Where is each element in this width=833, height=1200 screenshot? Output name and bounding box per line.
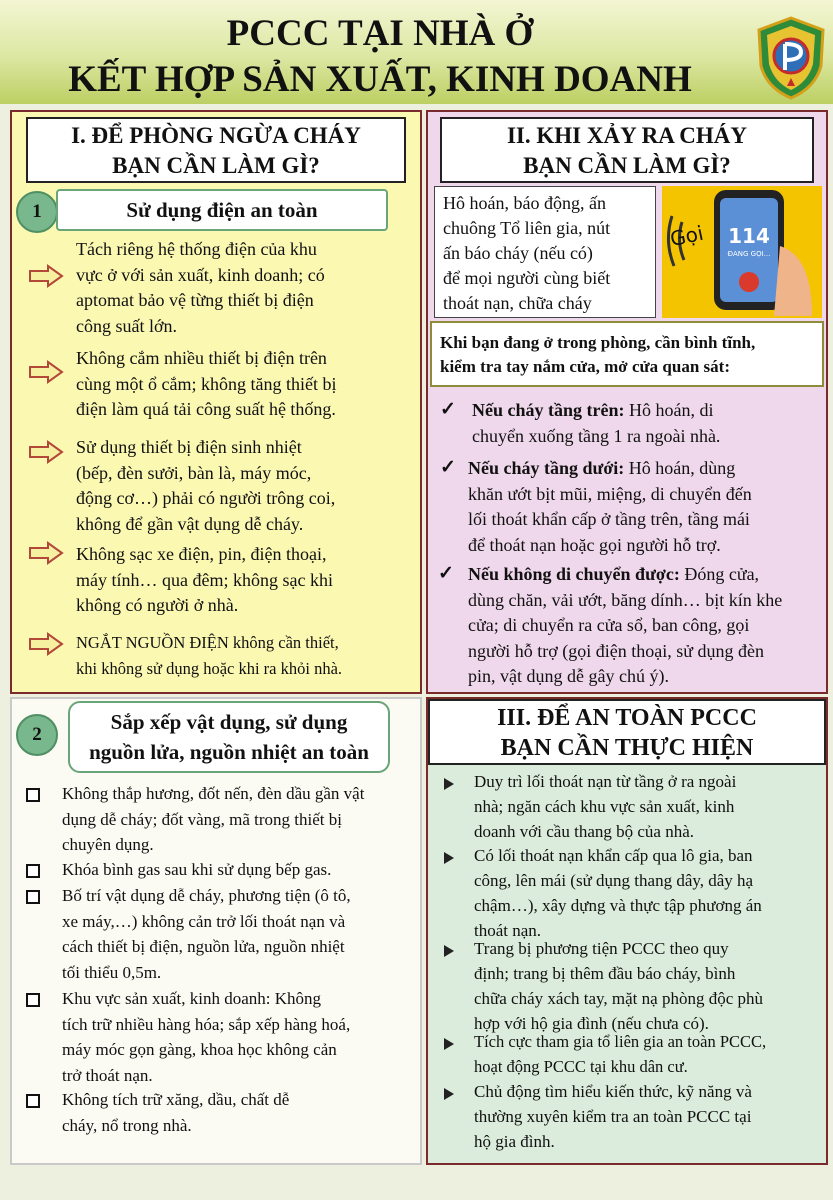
group-2-item-3: Bố trí vật dụng dễ cháy, phương tiện (ô tô, xe máy,…) không cản trở lối thoát nạn và cách thiết bị điện, nguồn lửa, nguồn nhiệt tối thiểu 0,5m.	[62, 886, 351, 982]
section-3-title-line-2: BẠN CẦN THỰC HIỆN	[500, 735, 754, 761]
safety-item-2: Có lối thoát nạn khẩn cấp qua lô gia, ban công, lên mái (sử dụng thang dây, dây hạ chậm…), xây dựng và thực tập phương án thoát nạn.	[474, 846, 762, 940]
triangle-bullet-icon	[444, 852, 454, 864]
section-2-title-line-1: II. KHI XẢY RA CHÁY	[506, 123, 748, 148]
section-3-title	[428, 699, 826, 765]
call-status: ĐANG GỌI...	[727, 250, 771, 258]
section-1-title-line-1: I. ĐỂ PHÒNG NGỪA CHÁY	[71, 123, 361, 148]
group-2-title-line-1: Sắp xếp vật dụng, sử dụng	[110, 710, 348, 734]
arrow-right-icon	[28, 440, 64, 464]
room-notice: Khi bạn đang ở trong phòng, cần bình tĩnh, kiểm tra tay nắm cửa, mở cửa quan sát:	[430, 321, 824, 387]
emergency-number: 114	[728, 224, 770, 248]
group-2-item-1: Không thắp hương, đốt nến, đèn dầu gần vật dụng dễ cháy; đốt vàng, mã trong thiết bị chuyên dụng.	[62, 784, 365, 854]
title-line-1: PCCC TẠI NHÀ Ở	[226, 13, 534, 54]
group-1-item-3: Sử dụng thiết bị điện sinh nhiệt (bếp, đèn sưởi, bàn là, máy móc, động cơ…) phải có người trông coi, không để gần vật dụng dễ cháy.	[76, 437, 336, 534]
triangle-bullet-icon	[444, 778, 454, 790]
arrow-right-icon	[28, 541, 64, 565]
arrow-right-icon	[28, 360, 64, 384]
safety-item-4: Tích cực tham gia tổ liên gia an toàn PCCC, hoạt động PCCC tại khu dân cư.	[474, 1032, 767, 1076]
checkbox-icon	[26, 890, 40, 904]
safety-item-5: Chủ động tìm hiểu kiến thức, kỹ năng và thường xuyên kiểm tra an toàn PCCC tại hộ gia đình.	[474, 1082, 752, 1151]
triangle-bullet-icon	[444, 1038, 454, 1050]
check-icon: ✓	[440, 457, 456, 478]
section-1-title-line-2: BẠN CẦN LÀM GÌ?	[112, 153, 320, 178]
group-2-item-5: Không tích trữ xăng, dầu, chất dễ cháy, nổ trong nhà.	[62, 1090, 290, 1135]
group-2-item-4: Khu vực sản xuất, kinh doanh: Không tích trữ nhiều hàng hóa; sắp xếp hàng hoá, máy móc gọn gàng, khoa học không cản trở thoát nạn.	[62, 989, 351, 1085]
group-2-number: 2	[16, 714, 58, 756]
checkbox-icon	[26, 993, 40, 1007]
triangle-bullet-icon	[444, 1088, 454, 1100]
checkbox-icon	[26, 864, 40, 878]
group-1-number: 1	[16, 191, 58, 233]
check-icon: ✓	[440, 399, 456, 420]
checkbox-icon	[26, 1094, 40, 1108]
checkbox-icon	[26, 788, 40, 802]
title-line-2: KẾT HỢP SẢN XUẤT, KINH DOANH	[68, 59, 692, 100]
group-1-title: Sử dụng điện an toàn	[56, 189, 388, 231]
header-banner	[0, 0, 833, 104]
check-item-3: Nếu không di chuyển được: Đóng cửa, dùng chăn, vải ướt, băng dính… bịt kín khe cửa; di chuyển ra cửa sổ, ban công, gọi người hỗ trợ (gọi điện thoại, sử dụng đèn pin, vật dụng dễ gây chú ý).	[468, 564, 783, 686]
group-2-title	[68, 701, 390, 773]
group-1-item-1: Tách riêng hệ thống điện của khu vực ở với sản xuất, kinh doanh; có aptomat bảo vệ từng thiết bị điện công suất lớn.	[76, 239, 325, 336]
group-1-item-2: Không cắm nhiều thiết bị điện trên cùng một ổ cắm; không tăng thiết bị điện làm quá tải công suất hệ thống.	[76, 348, 337, 419]
arrow-right-icon	[28, 264, 64, 288]
safety-item-3: Trang bị phương tiện PCCC theo quy định; trang bị thêm đầu báo cháy, bình chữa cháy xách tay, mặt nạ phòng độc phù hợp với hộ gia đình (nếu chưa có).	[474, 939, 763, 1033]
section-3-title-line-1: III. ĐỂ AN TOÀN PCCC	[497, 705, 757, 731]
check-item-1: Nếu cháy tầng trên: Hô hoán, di chuyển xuống tầng 1 ra ngoài nhà.	[472, 400, 721, 446]
call-label: Gọi	[667, 220, 706, 252]
group-2-title-line-2: nguồn lửa, nguồn nhiệt an toàn	[89, 740, 369, 764]
group-1-item-4: Không sạc xe điện, pin, điện thoại, máy tính… qua đêm; không sạc khi không có người ở nhà.	[76, 544, 333, 615]
section-1-title	[26, 117, 406, 183]
police-fire-shield-icon	[755, 16, 827, 100]
check-item-2: Nếu cháy tầng dưới: Hô hoán, dùng khăn ướt bịt mũi, miệng, di chuyển đến lối thoát khẩn cấp ở tầng trên, tầng mái để thoát nạn hoặc gọi người hỗ trợ.	[468, 458, 752, 555]
arrow-right-icon	[28, 632, 64, 656]
section-2-title-line-2: BẠN CẦN LÀM GÌ?	[523, 153, 731, 178]
safety-item-1: Duy trì lối thoát nạn từ tầng ở ra ngoài nhà; ngăn cách khu vực sản xuất, kinh doanh với cầu thang bộ của nhà.	[474, 772, 737, 841]
group-1-item-5: NGẮT NGUỒN ĐIỆN không cần thiết, khi không sử dụng hoặc khi ra khỏi nhà.	[76, 633, 343, 678]
alarm-instruction: Hô hoán, báo động, ấn chuông Tổ liên gia, nút ấn báo cháy (nếu có) để mọi người cùng biết thoát nạn, chữa cháy	[434, 186, 656, 318]
group-2-item-2: Khóa bình gas sau khi sử dụng bếp gas.	[62, 860, 332, 879]
section-2-title	[440, 117, 814, 183]
triangle-bullet-icon	[444, 945, 454, 957]
check-icon: ✓	[438, 563, 454, 584]
phone-call-illustration	[662, 186, 822, 318]
